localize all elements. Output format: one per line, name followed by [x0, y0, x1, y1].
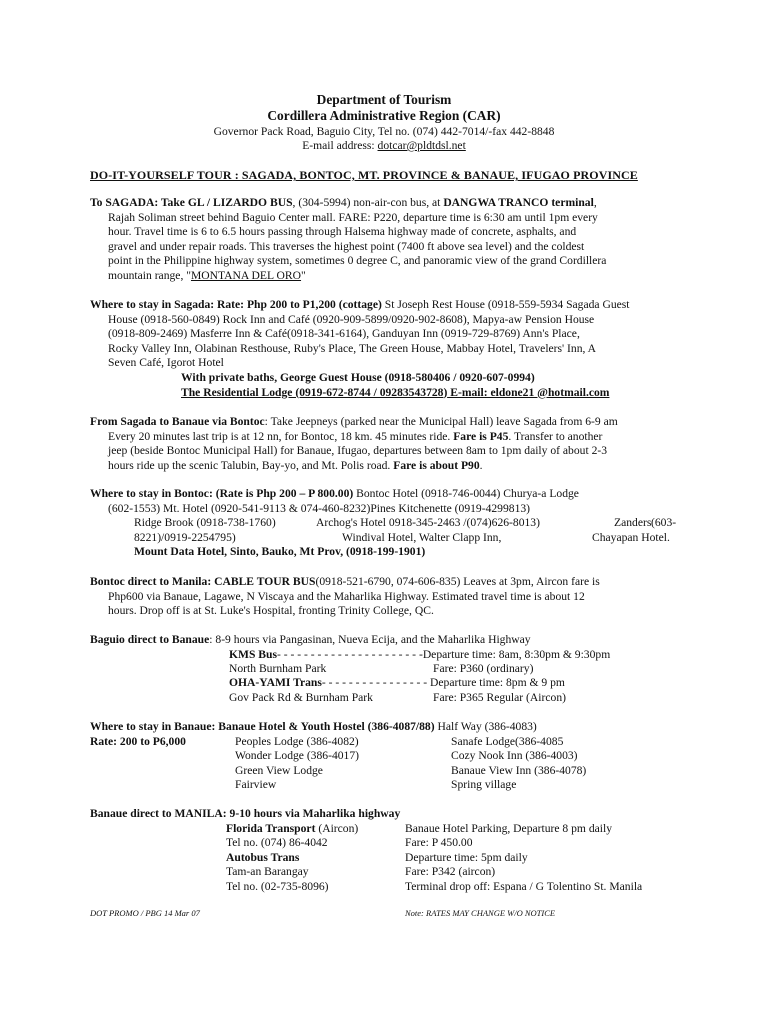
wonder-lodge: Wonder Lodge (386-4017) [235, 749, 359, 762]
stay-sagada-line-5: Seven Café, Igorot Hotel [108, 356, 224, 370]
bb-line-1 [90, 633, 531, 648]
oha-dash: - - - - - - - - - - - - - - - - [321, 676, 428, 689]
florida-transport: Florida Transport [226, 822, 316, 835]
bontoc-manila-section [90, 575, 690, 619]
bm-bus: : CABLE TOUR BUS [207, 575, 316, 588]
sagada-line-3: hour. Travel time is 6 to 6.5 hours passing through Halsema highway made of concrete, asphalts, and [108, 225, 577, 239]
sagada-last-suffix: " [301, 268, 306, 282]
sagada-terminal: DANGWA TRANCO terminal [443, 196, 594, 209]
residential-email[interactable]: E-mail: eldone21 @hotmail.com [447, 385, 610, 399]
sagada-banaue-section [90, 415, 690, 473]
stay-sagada-rate: : Rate: Php 200 to P1,200 (cottage) [210, 298, 382, 311]
kms-fare: Fare: P360 (ordinary) [433, 662, 534, 675]
autobus-fare: Fare: P342 (aircon) [405, 865, 496, 878]
sb-line-4 [90, 459, 690, 474]
stay-sagada-line-4: Rocky Valley Inn, Olabinan Resthouse, Ruby's Place, The Green House, Mabbay Hotel, Travelers' Inn, A [108, 341, 597, 355]
sb-line-3: jeep (beside Bontoc Municipal Hall) for Banaue, Ifugao, departures between 8am to 1pm daily of about 2-3 [108, 444, 608, 458]
bontoc-rate: : (Rate is Php 200 – P 800.00) [208, 487, 354, 500]
email-link[interactable]: dotcar@pldtdsl.net [377, 139, 466, 152]
green-view-lodge: Green View Lodge [235, 764, 323, 777]
fairview: Fairview [235, 778, 277, 791]
banaue-rate: Rate: 200 to P6,000 [90, 735, 186, 748]
florida-line [226, 822, 358, 837]
region-title: Cordillera Administrative Region (CAR) [267, 108, 501, 123]
terminal-drop-off: Terminal drop off: Espana / G Tolentino St. Manila [405, 880, 643, 893]
bm-line-2: Php600 via Banaue, Lagawe, N Viscaya and the Maharlika Highway. Estimated travel time is about 12 [108, 589, 585, 603]
stay-banaue-line-1 [90, 720, 537, 735]
sagada-phone: , (304-5994) non-air-con bus, at [292, 196, 444, 209]
email-line [0, 139, 768, 154]
banaue-view-inn: Banaue View Inn (386-4078) [451, 764, 587, 777]
sanafe-lodge: Sanafe Lodge(386-4085 [451, 735, 564, 748]
spring-village: Spring village [451, 778, 517, 791]
autobus-trans: Autobus Trans [226, 851, 300, 864]
residential-lodge: The Residential Lodge (0919-672-8744 / 09283543728) [181, 385, 448, 399]
bm-first: (0918-521-6790, 074-606-835) Leaves at 3pm, Aircon fare is [315, 575, 600, 588]
residential-line [90, 386, 690, 401]
bb-label: Baguio direct to Banaue [90, 633, 210, 646]
tam-an-barangay: Tam-an Barangay [226, 865, 309, 878]
sagada-comma: , [593, 196, 597, 209]
sb-fare-90: Fare is about P90 [393, 458, 480, 472]
sagada-section [90, 196, 690, 284]
ridge-brook: Ridge Brook (0918-738-1760) [134, 516, 276, 529]
montana-del-oro: MONTANA DEL ORO [190, 268, 302, 282]
email-label: E-mail address: [302, 139, 378, 152]
footer-promo: DOT PROMO / PBG 14 Mar 07 [90, 908, 200, 918]
kms-depart: Departure time: 8am, 8:30pm & 9:30pm [422, 648, 611, 661]
stay-sagada-line-2: House (0918-560-0849) Rock Inn and Café (0920-909-5899/0920-902-8608), Mapya-aw Pension House [108, 312, 595, 326]
banaue-manila-label: Banaue direct to MANILA: 9-10 hours via Maharlika highway [90, 807, 401, 820]
kms-place: North Burnham Park [229, 662, 327, 675]
sb-first: : Take Jeepneys (parked near the Municipal Hall) leave Sagada from 6-9 am [264, 415, 618, 428]
autobus-depart: Departure time: 5pm daily [405, 851, 528, 864]
bontoc-first: Bontoc Hotel (0918-746-0044) Churya-a Lodge [353, 487, 579, 500]
bontoc-label: Where to stay in Bontoc [90, 487, 209, 500]
bontoc-line-2: (602-1553) Mt. Hotel (0920-541-9113 & 074-460-8232)Pines Kitchenette (0919-4299813) [108, 501, 531, 515]
private-baths-line: With private baths, George Guest House (0918-580406 / 0920-607-0994) [181, 370, 535, 384]
sagada-last-prefix: mountain range, " [108, 268, 191, 282]
stay-sagada-label: Where to stay in Sagada [90, 298, 211, 311]
peoples-lodge: Peoples Lodge (386-4082) [235, 735, 359, 748]
bm-line-3: hours. Drop off is at St. Luke's Hospital, fronting Trinity College, QC. [108, 604, 434, 618]
florida-aircon: (Aircon) [315, 822, 359, 835]
sagada-line-2: Rajah Soliman street behind Baguio Center mall. FARE: P220, departure time is 6:30 am until 1pm every [108, 210, 598, 224]
kms-dash: - - - - - - - - - - - - - - - - - - - - - - [277, 648, 423, 661]
florida-tel: Tel no. (074) 86-4042 [226, 836, 328, 849]
sagada-bus: : Take GL / LIZARDO BUS [154, 196, 293, 209]
sagada-line-5: point in the Philippine highway system, sometimes 0 degree C, and panoramic view of the grand Cordillera [108, 254, 607, 268]
zanders: Zanders [614, 516, 652, 529]
sb-l4a: hours ride up the scenic Talubin, Bay-yo, and Mt. Polis road. [108, 458, 394, 472]
bm-label: Bontoc direct to Manila [90, 575, 208, 588]
oha-yami: OHA-YAMI Trans [229, 676, 322, 689]
florida-fare: Fare: P 450.00 [405, 836, 473, 849]
sb-label: From Sagada to Banaue via Bontoc [90, 415, 265, 428]
stay-sagada-section [90, 298, 690, 400]
sb-l2a: Every 20 minutes last trip is at 12 nn, for Bontoc, 18 km. 45 minutes ride. [108, 429, 454, 443]
sb-line-2 [90, 430, 690, 445]
bontoc-line-1 [90, 487, 690, 502]
sagada-line-6 [90, 269, 690, 284]
footer-note: Note: RATES MAY CHANGE W/O NOTICE [405, 908, 556, 918]
oha-line [229, 676, 565, 691]
autobus-tel: Tel no. (02-735-8096) [226, 880, 329, 893]
department-title: Department of Tourism [316, 92, 452, 107]
sb-line-1 [90, 415, 690, 430]
oha-fare: Fare: P365 Regular (Aircon) [433, 691, 566, 704]
zanders-phone-a: (603- [651, 516, 677, 529]
mount-data-hotel: Mount Data Hotel, Sinto, Bauko, Mt Prov, (0918-199-1901) [134, 545, 426, 558]
address-line: Governor Pack Road, Baguio City, Tel no. (074) 442-7014/-fax 442-8848 [213, 125, 555, 138]
oha-depart: Departure time: 8pm & 9 pm [427, 676, 565, 689]
stay-sagada-first: St Joseph Rest House (0918-559-5934 Sagada Guest [381, 298, 630, 311]
windival-hotel: Windival Hotel, Walter Clapp Inn, [342, 531, 502, 544]
archogs-hotel: Archog's Hotel 0918-345-2463 /(074)626-8013) [316, 516, 540, 529]
sagada-line-1 [90, 196, 690, 211]
bb-first: : 8-9 hours via Pangasinan, Nueva Ecija, and the Maharlika Highway [209, 633, 531, 646]
oha-place: Gov Pack Rd & Burnham Park [229, 691, 373, 704]
sb-l2c: . Transfer to another [508, 429, 603, 443]
stay-sagada-line-1 [90, 298, 690, 313]
stay-bontoc-section [90, 487, 690, 516]
florida-parking: Banaue Hotel Parking, Departure 8 pm daily [405, 822, 613, 835]
kms-line [229, 648, 610, 663]
cozy-nook-inn: Cozy Nook Inn (386-4003) [451, 749, 578, 762]
sb-l4c: . [479, 458, 483, 472]
stay-sagada-line-3: (0918-809-2469) Masferre Inn & Café(0918-341-6164), Ganduyan Inn (0919-729-8769) Ann's Place, [108, 327, 580, 341]
banaue-hotel: : Banaue Hotel & Youth Hostel (386-4087/88) [211, 720, 435, 733]
kms-bus: KMS Bus [229, 648, 277, 661]
sb-fare-45: Fare is P45 [453, 429, 509, 443]
bm-line-1 [90, 575, 690, 590]
chayapan-hotel: Chayapan Hotel. [592, 531, 670, 544]
sagada-label: To SAGADA [90, 196, 155, 209]
stay-banaue-label: Where to stay in Banaue [90, 720, 212, 733]
tour-title: DO-IT-YOURSELF TOUR : SAGADA, BONTOC, MT. PROVINCE & BANAUE, IFUGAO PROVINCE [90, 168, 638, 182]
zanders-phone-b: 8221)/0919-2254795) [134, 531, 236, 544]
half-way: Half Way (386-4083) [434, 720, 537, 733]
sagada-line-4: gravel and under repair roads. This traverses the highest point (7400 ft above sea level) and the coldest [108, 239, 585, 253]
